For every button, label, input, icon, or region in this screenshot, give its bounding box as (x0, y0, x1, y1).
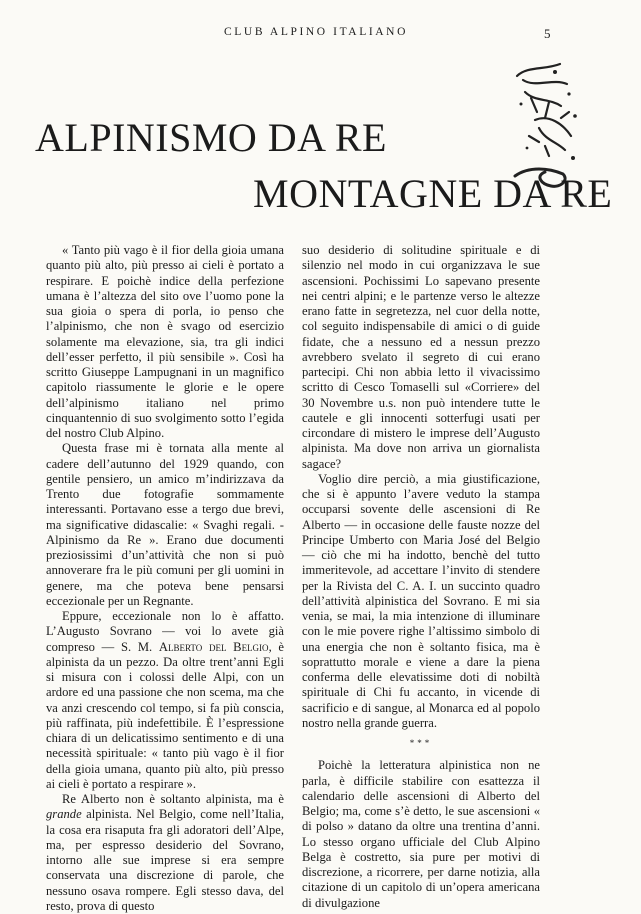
running-header: CLUB ALPINO ITALIANO (224, 26, 408, 38)
paragraph-solitude: suo desiderio di solitudine spirituale e di silenzio nel modo in cui organizzava le sue ascensioni. Pochissimi Lo sapevano presente nei centri alpini; e le partenze verso le altezze erano fatte in segretezza, nel cuor della notte, col seguito indispensabile di amici o di guide fidate, che a nessuno ed a nessun prezzo avrebbero svelato il segreto di cui erano partecipi. Chi non abbia letto il vivacissimo scritto di Cesco Tomaselli sul «Corriere» del 30 Novembre u.s. non può intendere tutte le cautele e gli innocenti sotterfugi usati per circondare di mistero le imprese dell’Augusto alpinista. Ma dove non arriva un giornalista sagace? (302, 243, 540, 471)
paragraph-autumn-1929: Questa frase mi è tornata alla mente al cadere dell’autunno del 1929 quando, con gentile pensiero, un amico m’indirizzava da Trento due fotografie sommamente interessanti. Portavano esse a tergo due brevi, ma significative didascalie: « Svaghi regali. - Alpinismo da Re ». Erano due documenti preziosissimi d’un’attività che non si può annoverare fra le più comuni per gli uomini in genere, ma che poteva bene pensarsi eccezionale per un Regnante. (46, 441, 284, 608)
paragraph-quote-lampugnani: « Tanto più vago è il fior della gioia umana quanto più alto, più presso ai cieli è portato a respirare. E poichè indice della perfezione umana è l’altezza del sito ove l’uomo pone la sua gioia o spera di porla, io penso che l’alpinismo, che non è svago od esercizio solamente ma elevazione, sia, tra gli indici dell’esser perfetto, il più sensibile ». Così ha scritto Giuseppe Lampugnani in un magnifico capitolo riassumente le glorie e le opere dell’alpinismo italiano nel primo cinquantennio di suo svolgimento sotto l’egida del nostro Club Alpino. (46, 243, 284, 440)
article-title-line-2: MONTAGNE DA RE (253, 171, 613, 216)
paragraph-calendar-ascents: Poichè la letteratura alpinistica non ne parla, è difficile stabilire con esattezza il calendario delle ascensioni di Alberto del Belgio; ma, come s’è detto, le sue ascensioni « di polso » datano da oltre una trentina d’anni. Lo stesso organo ufficiale del Club Alpino Belga è costretto, sia pure per motivi di discrezione, a ricorrere, per darne notizia, alla citazione di un capitolo di un’opera americana di divulgazione (302, 758, 540, 910)
left-text-column (46, 243, 284, 914)
paragraph-sovereign-alpinist (46, 609, 284, 792)
paragraph-justification: Voglio dire perciò, a mia giustificazione, che si è appunto l’avere veduto la stampa occuparsi sovente delle ascensioni di Re Alberto — in occasione delle fauste nozze del Principe Umberto con Maria José del Belgio — ciò che mi ha indotto, benchè del tutto immeritevole, ad accettare l’invito di stendere per la Rivista del C. A. I. un succinto quadro dell’attività alpinistica del Sovrano. E mi sia venia, se mai, la mia intenzione di illuminare con le mie povere righe l’altissimo simbolo di una energia che non è soltanto fisica, ma è soprattutto morale e viene a dare la piena conferma delle elevatissime doti di nobiltà spirituale di Chi fu accanto, in vicende di sacrificio e di sangue, al Monarca ed al popolo nostro nella grande guerra. (302, 471, 540, 730)
right-text-column (302, 243, 540, 911)
article-title-line-1: ALPINISMO DA RE (35, 115, 387, 160)
section-separator: *** (409, 738, 433, 748)
text-fragment: Re Alberto non è soltanto alpinista, ma è (62, 792, 284, 806)
text-fragment: , è alpinista da un pezzo. Da oltre trent’anni Egli si misura con i colossi delle Alpi, con un ardore ed una passione che non scema, ma che va anzi crescendo col tempo, si fa più conscia, più raffinata, più indefettibile. È l’espressione chiara di un delicatissimo sentimento e di una necessità spirituale: « tanto più vago è il fior della gioia umana, quanto più alto, più presso ai cieli è portato a respirare ». (46, 639, 285, 791)
page-number: 5 (544, 26, 551, 41)
paragraph-great-alpinist (46, 792, 284, 914)
emphasis-grande: grande (46, 807, 82, 822)
text-fragment: alpinista. Nel Belgio, come nell’Italia, la cosa era risaputa fra gli adoratori dell’Alpe, ma, per espresso desiderio del Sovrano, intorno alle sue imprese si era sempre conservata una discrezione di parole, che nessuno osava rompere. Egli stesso dava, del resto, prova di questo (46, 807, 284, 913)
text-fragment: Eppure, eccezionale non lo è affatto. L’Augusto Sovrano — voi lo avete già compreso — S. M. (46, 609, 284, 654)
king-name-smallcaps: Alberto del Belgio (158, 639, 269, 654)
